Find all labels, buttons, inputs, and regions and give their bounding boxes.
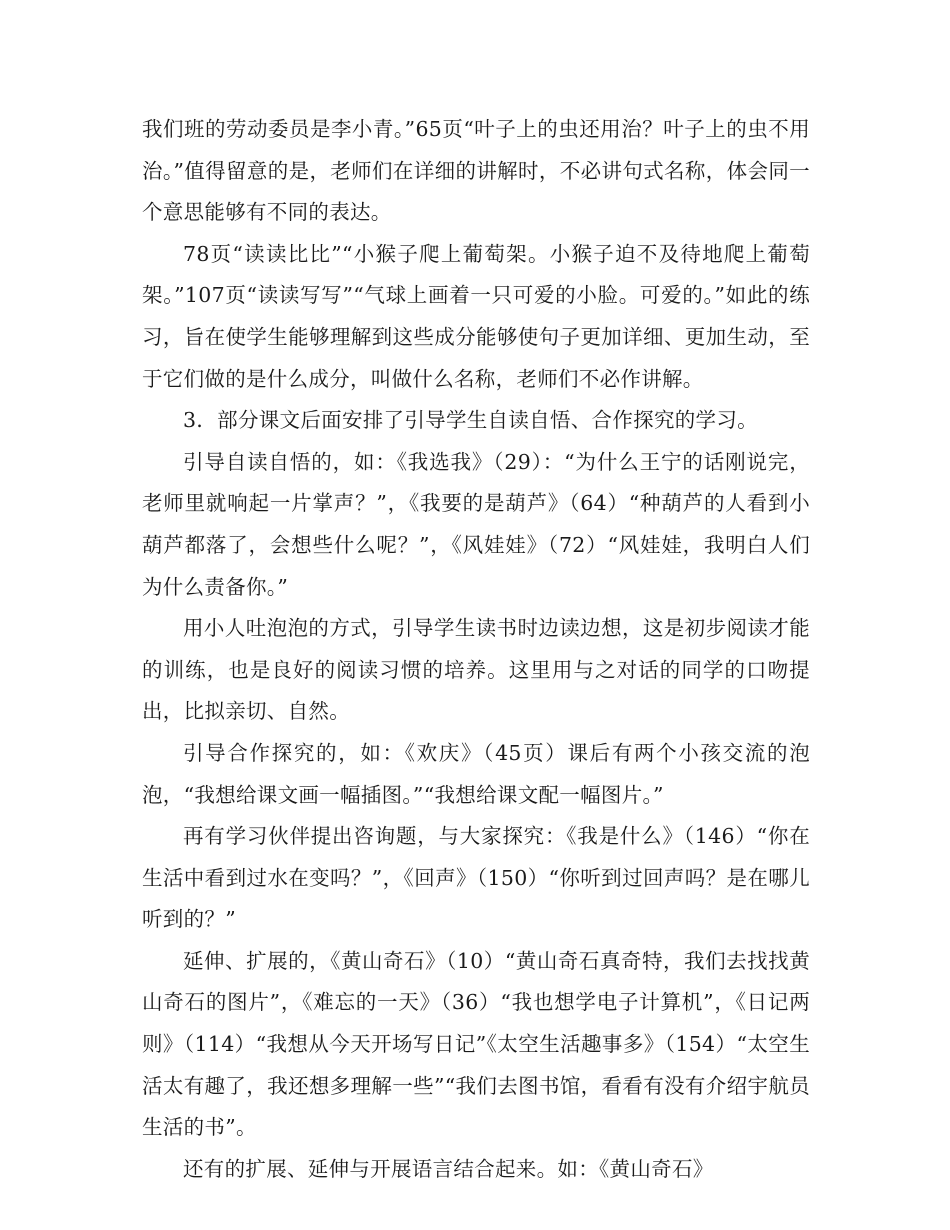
paragraph-2: 78页“读读比比”“小猴子爬上葡萄架。小猴子迫不及待地爬上葡萄架。”107页“读读写写”“气球上画着一只可爱的小脸。可爱的。”如此的练习，旨在使学生能够理解到这些成分能够使句子更加详细、更加生动，至于它们做的是什么成分，叫做什么名称，老师们不必作讲解。 <box>142 241 810 391</box>
paragraph-9: 还有的扩展、延伸与开展语言结合起来。如：《黄山奇石》 <box>183 1156 714 1181</box>
paragraph-3: 3．部分课文后面安排了引导学生自读自悟、合作探究的学习。 <box>183 408 758 433</box>
paragraph-5: 用小人吐泡泡的方式，引导学生读书时边读边想，这是初步阅读才能的训练，也是良好的阅读习惯的培养。这里用与之对话的同学的口吻提出，比拟亲切、自然。 <box>142 616 810 724</box>
document-page <box>142 109 810 1190</box>
paragraph-8: 延伸、扩展的，《黄山奇石》（10）“黄山奇石真奇特，我们去找找黄山奇石的图片”，《难忘的一天》（36）“我也想学电子计算机”，《日记两则》（114）“我想从今天开场写日记”《太空生活趣事多》（154）“太空生活太有趣了，我还想多理解一些”“我们去图书馆，看看有没有介绍宇航员生活的书”。 <box>142 948 810 1140</box>
paragraph-4: 引导自读自悟的，如：《我选我》（29）：“为什么王宁的话刚说完，老师里就响起一片掌声？”，《我要的是葫芦》（64）“种葫芦的人看到小葫芦都落了，会想些什么呢？”，《风娃娃》（72）“风娃娃，我明白人们为什么责备你。” <box>142 449 810 599</box>
paragraph-7: 再有学习伙伴提出咨询题，与大家探究：《我是什么》（146）“你在生活中看到过水在变吗？”，《回声》（150）“你听到过回声吗？是在哪儿听到的？” <box>142 824 810 932</box>
paragraph-6: 引导合作探究的，如：《欢庆》（45页）课后有两个小孩交流的泡泡，“我想给课文画一幅插图。”“我想给课文配一幅图片。” <box>142 740 810 807</box>
paragraph-1: 我们班的劳动委员是李小青。”65页“叶子上的虫还用治？叶子上的虫不用治。”值得留意的是，老师们在详细的讲解时，不必讲句式名称，体会同一个意思能够有不同的表达。 <box>142 117 810 225</box>
